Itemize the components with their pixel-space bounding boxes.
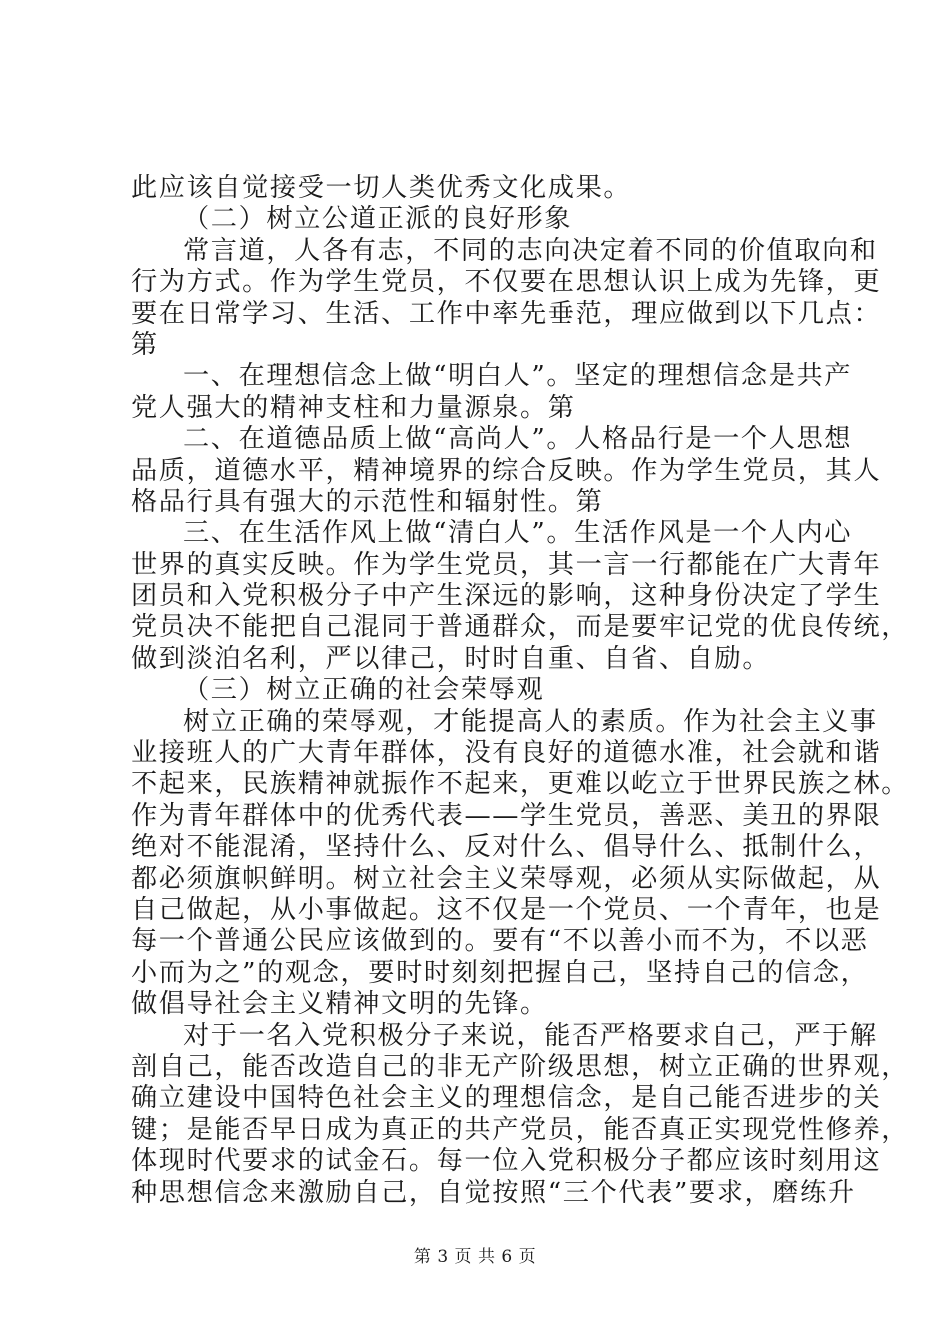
text-line: 团员和入党积极分子中产生深远的影响，这种身份决定了学生 [131, 581, 882, 612]
text-line: 不起来，民族精神就振作不起来，更难以屹立于世界民族之林。 [131, 769, 910, 800]
section-heading: （二）树立公道正派的良好形象 [183, 204, 573, 235]
text-line: 剖自己，能否改造自己的非无产阶级思想，树立正确的世界观， [131, 1051, 910, 1082]
text-line: 常言道，人各有志，不同的志向决定着不同的价值取向和 [183, 235, 878, 266]
text-line: 一、在理想信念上做“明白人”。坚定的理想信念是共产 [183, 361, 853, 392]
text-line: 三、在生活作风上做“清白人”。生活作风是一个人内心 [183, 518, 853, 549]
text-line: 第 [131, 329, 159, 360]
document-body [131, 173, 910, 1209]
text-line: 绝对不能混淆，坚持什么、反对什么、倡导什么、抵制什么， [131, 832, 882, 863]
text-line: 党人强大的精神支柱和力量源泉。第 [131, 392, 576, 423]
text-line: 对于一名入党积极分子来说，能否严格要求自己，严于解 [183, 1020, 878, 1051]
text-line: 做到淡泊名利，严以律己，时时自重、自省、自励。 [131, 643, 771, 674]
text-line: 此应该自觉接受一切人类优秀文化成果。 [131, 173, 632, 203]
text-line: 树立正确的荣辱观，才能提高人的素质。作为社会主义事 [183, 706, 878, 737]
text-line: 自己做起，从小事做起。这不仅是一个党员、一个青年，也是 [131, 894, 882, 925]
text-line: 做倡导社会主义精神文明的先锋。 [131, 989, 548, 1020]
text-line: 党员决不能把自己混同于普通群众，而是要牢记党的优良传统， [131, 612, 910, 643]
text-line: 要在日常学习、生活、工作中率先垂范，理应做到以下几点： [131, 298, 882, 329]
text-line: 行为方式。作为学生党员，不仅要在思想认识上成为先锋，更 [131, 267, 882, 298]
text-line: 确立建设中国特色社会主义的理想信念，是自己能否进步的关 [131, 1083, 882, 1114]
text-line: 作为青年群体中的优秀代表——学生党员，善恶、美丑的界限 [131, 800, 882, 831]
text-line: 每一个普通公民应该做到的。要有“不以善小而不为，不以恶 [131, 926, 869, 957]
text-line: 体现时代要求的试金石。每一位入党积极分子都应该时刻用这 [131, 1146, 882, 1177]
text-line: 小而为之”的观念，要时时刻刻把握自己，坚持自己的信念， [131, 957, 869, 988]
text-line: 品质，道德水平，精神境界的综合反映。作为学生党员，其人 [131, 455, 882, 486]
text-line: 业接班人的广大青年群体，没有良好的道德水准，社会就和谐 [131, 738, 882, 769]
text-line: 键；是能否早日成为真正的共产党员，能否真正实现党性修养， [131, 1114, 910, 1145]
section-heading: （三）树立正确的社会荣辱观 [183, 675, 545, 706]
text-line: 都必须旗帜鲜明。树立社会主义荣辱观，必须从实际做起，从 [131, 863, 882, 894]
text-line: 世界的真实反映。作为学生党员，其一言一行都能在广大青年 [131, 549, 882, 580]
text-line: 二、在道德品质上做“高尚人”。人格品行是一个人思想 [183, 424, 853, 455]
text-line: 种思想信念来激励自己，自觉按照“三个代表”要求，磨练升 [131, 1177, 856, 1208]
page-number-footer: 第 3 页 共 6 页 [413, 1247, 537, 1267]
text-line: 格品行具有强大的示范性和辐射性。第 [131, 486, 604, 517]
